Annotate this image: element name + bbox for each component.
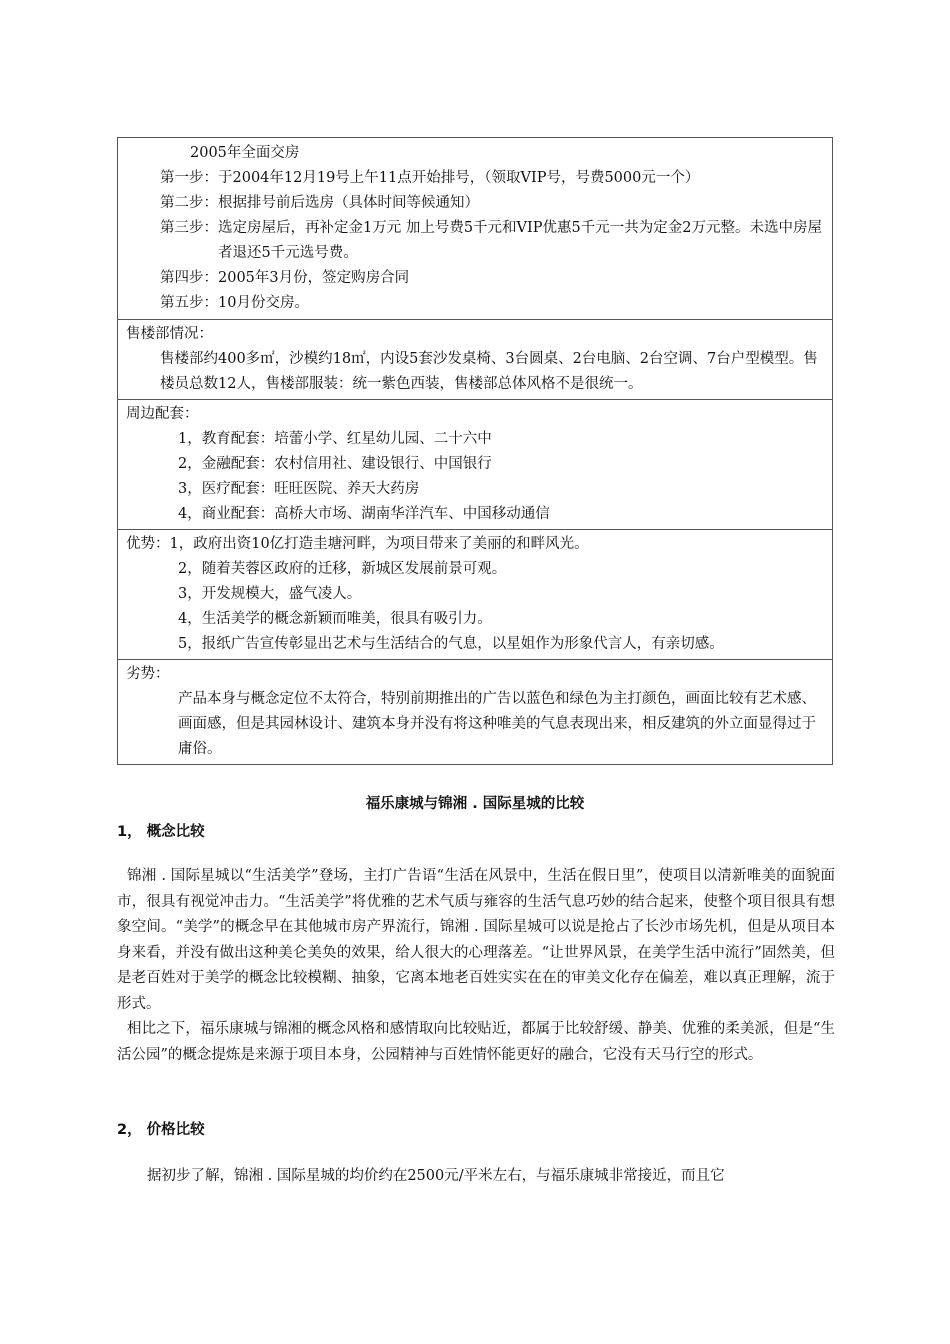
disadvantages-heading: 劣势： [126, 666, 170, 682]
surroundings-item: 2，金融配套：农村信用社、建设银行、中国银行 [178, 456, 492, 472]
step-text: 选定房屋后，再补定金1万元 加上号费5千元和VIP优惠5千元一共为定金2万元整。未选中房屋者退还5千元选号费。 [218, 220, 822, 261]
surroundings-item: 3，医疗配套：旺旺医院、养天大药房 [178, 481, 420, 497]
sales-office-heading: 售楼部情况： [126, 326, 213, 342]
step-label: 第三步： [160, 220, 218, 236]
step-label: 第一步： [160, 170, 218, 186]
schedule-step [126, 291, 824, 316]
advantage-item: 4，生活美学的概念新颖而唯美，很具有吸引力。 [178, 611, 492, 627]
surroundings-heading: 周边配套： [126, 406, 199, 422]
sales-office-text: 售楼部约400多㎡，沙模约18㎡，内设5套沙发桌椅、3台圆桌、2台电脑、2台空调、7台户型模型。售楼员总数12人，售楼部服装：统一紫色西装，售楼部总体风格不是很统一。 [160, 351, 818, 392]
advantage-item: 2，随着芙蓉区政府的迁移，新城区发展前景可观。 [178, 561, 507, 577]
sales-office-cell [118, 319, 832, 399]
advantages-first-line: 优势：1，政府出资10亿打造圭塘河畔，为项目带来了美丽的和畔风光。 [126, 536, 589, 552]
surroundings-item: 1，教育配套：培蕾小学、红星幼儿园、二十六中 [178, 431, 492, 447]
step-text: 根据排号前后选房（具体时间等候通知） [218, 195, 479, 211]
body-paragraph: 锦湘 . 国际星城以“生活美学”登场，主打广告语“生活在风景中，生活在假日里”，使项目以清新唯美的面貌面市，很具有视觉冲击力。“生活美学”将优雅的艺术气质与雍容的生活气息巧妙的结合起来，使整个项目很具有想象空间。“美学”的概念早在其他城市房产界流行，锦湘 . 国际星城可以说是抢占了长沙市场先机，但是从项目本身来看，并没有做出这种美仑美奂的效果，给人很大的心理落差。“让世界风景，在美学生活中流行”固然美，但是老百姓对于美学的概念比较模糊、抽象，它离本地老百姓实实在在的审美文化存在偏差，难以真正理解，流于形式。 [117, 868, 835, 1012]
step-text: 10月份交房。 [218, 295, 309, 311]
step-text: 2005年3月份，签定购房合同 [218, 270, 410, 286]
step-label: 第二步： [160, 195, 218, 211]
schedule-step [126, 191, 824, 216]
surroundings-item: 4，商业配套：高桥大市场、湖南华洋汽车、中国移动通信 [178, 506, 550, 522]
disadvantages-text: 产品本身与概念定位不太符合，特别前期推出的广告以蓝色和绿色为主打颜色，画面比较有艺术感、画面感，但是其园林设计、建筑本身并没有将这种唯美的气息表现出来，相反建筑的外立面显得过于庸俗。 [178, 691, 816, 757]
schedule-cell [118, 138, 832, 319]
body-paragraph: 相比之下，福乐康城与锦湘的概念风格和感情取向比较贴近，都属于比较舒缓、静美、优雅的柔美派，但是“生活公园”的概念提炼是来源于项目本身，公园精神与百姓情怀能更好的融合，它没有天马行空的形式。 [117, 1021, 835, 1063]
surroundings-cell [118, 399, 832, 529]
advantages-cell [118, 529, 832, 659]
advantage-item: 5，报纸广告宣传彰显出艺术与生活结合的气息，以星姐作为形象代言人，有亲切感。 [178, 636, 724, 652]
schedule-step [126, 266, 824, 291]
section-heading: 1， 概念比较 [117, 824, 205, 840]
step-text: 于2004年12月19号上午11点开始排号，（领取VIP号，号费5000元一个） [218, 170, 700, 186]
step-label: 第五步： [160, 295, 218, 311]
schedule-step [126, 216, 824, 266]
comparison-title: 福乐康城与锦湘 . 国际星城的比较 [365, 796, 585, 812]
section-heading: 2， 价格比较 [117, 1122, 205, 1138]
schedule-intro: 2005年全面交房 [190, 145, 300, 161]
advantage-item: 3，开发规模大，盛气凌人。 [178, 586, 362, 602]
schedule-step [126, 166, 824, 191]
body-paragraph: 据初步了解，锦湘 . 国际星城的均价约在2500元/平米左右，与福乐康城非常接近，而且它 [147, 1168, 725, 1184]
disadvantages-cell [118, 659, 832, 764]
step-label: 第四步： [160, 270, 218, 286]
project-info-table [117, 137, 833, 765]
